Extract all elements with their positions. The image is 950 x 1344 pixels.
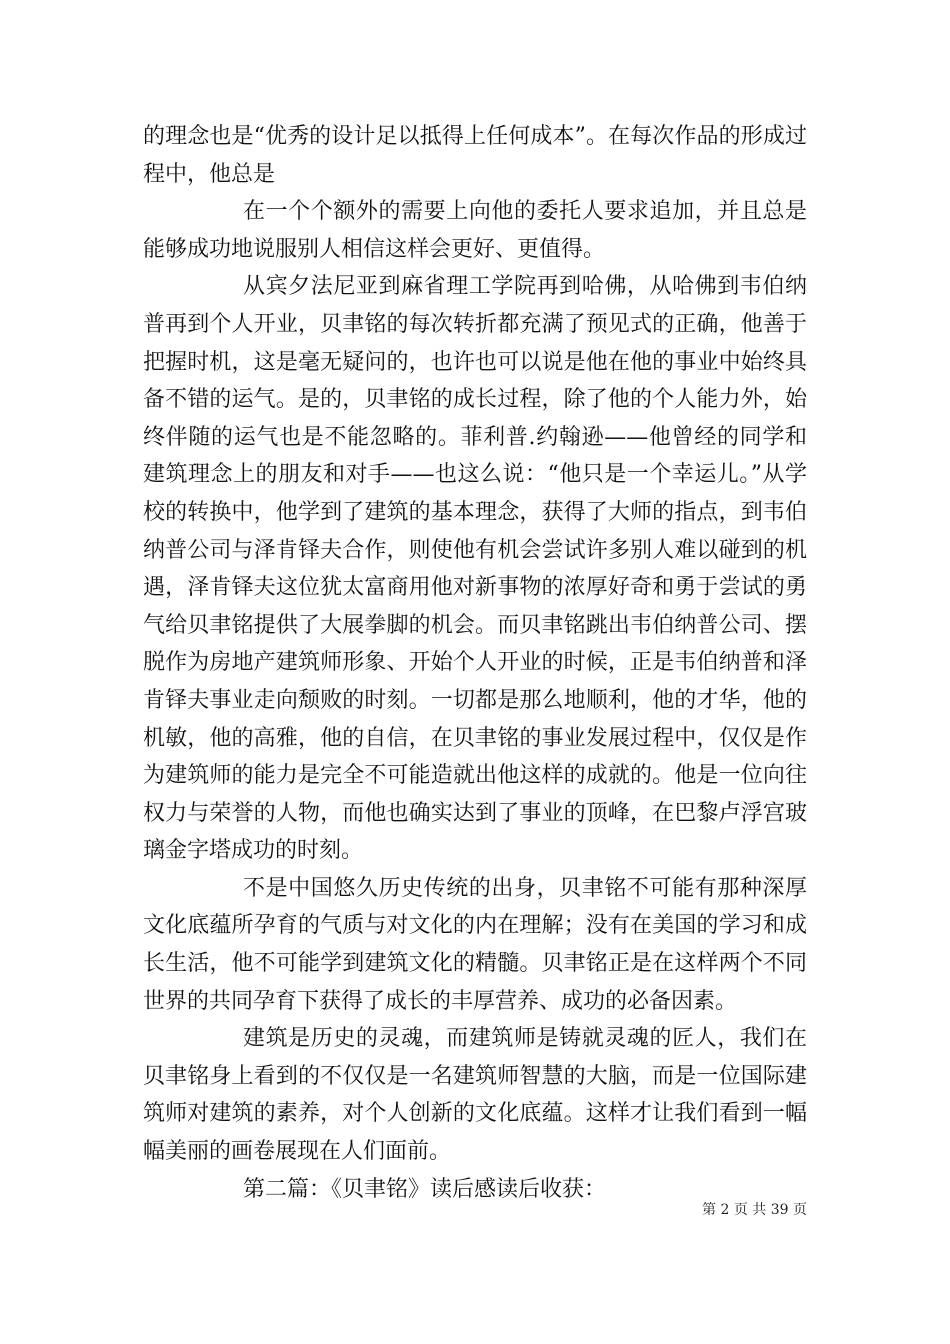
paragraph-5: 建筑是历史的灵魂，而建筑师是铸就灵魂的匠人，我们在贝聿铭身上看到的不仅仅是一名建筑师智慧的大脑，而是一位国际建筑师对建筑的素养，对个人创新的文化底蕴。这样才让我们看到一幅幅美丽的画卷展现在人们面前。 xyxy=(143,1026,807,1165)
paragraph-4: 不是中国悠久历史传统的出身，贝聿铭不可能有那种深厚文化底蕴所孕育的气质与对文化的内在理解；没有在美国的学习和成长生活，他不可能学到建筑文化的精髓。贝聿铭正是在这样两个不同世界的共同孕育下获得了成长的丰厚营养、成功的必备因素。 xyxy=(143,875,807,1014)
section-heading: 第二篇：《贝聿铭》读后感读后收获： xyxy=(243,1176,607,1202)
paragraph-2: 在一个个额外的需要上向他的委托人要求追加，并且总是能够成功地说服别人相信这样会更好、更值得。 xyxy=(143,199,807,262)
document-body xyxy=(143,118,807,1208)
paragraph-3: 从宾夕法尼亚到麻省理工学院再到哈佛，从哈佛到韦伯纳普再到个人开业，贝聿铭的每次转折都充满了预见式的正确，他善于把握时机，这是毫无疑问的，也许也可以说是他在他的事业中始终具备不错的运气。是的，贝聿铭的成长过程，除了他的个人能力外，始终伴随的运气也是不能忽略的。菲利普.约翰逊——他曾经的同学和建筑理念上的朋友和对手——也这么说：“他只是一个幸运儿。”从学校的转换中，他学到了建筑的基本理念，获得了大师的指点，到韦伯纳普公司与泽肯铎夫合作，则使他有机会尝试许多别人难以碰到的机遇，泽肯铎夫这位犹太富商用他对新事物的浓厚好奇和勇于尝试的勇气给贝聿铭提供了大展拳脚的机会。而贝聿铭跳出韦伯纳普公司、摆脱作为房地产建筑师形象、开始个人开业的时候，正是韦伯纳普和泽肯铎夫事业走向颓败的时刻。一切都是那么地顺利，他的才华，他的机敏，他的高雅，他的自信，在贝聿铭的事业发展过程中，仅仅是作为建筑师的能力是完全不可能造就出他这样的成就的。他是一位向往权力与荣誉的人物，而他也确实达到了事业的顶峰，在巴黎卢浮宫玻璃金字塔成功的时刻。 xyxy=(143,274,807,864)
page-number: 第 2 页 共 39 页 xyxy=(702,1202,807,1218)
paragraph-1: 的理念也是“优秀的设计足以抵得上任何成本”。在每次作品的形成过程中，他总是 xyxy=(143,124,807,187)
